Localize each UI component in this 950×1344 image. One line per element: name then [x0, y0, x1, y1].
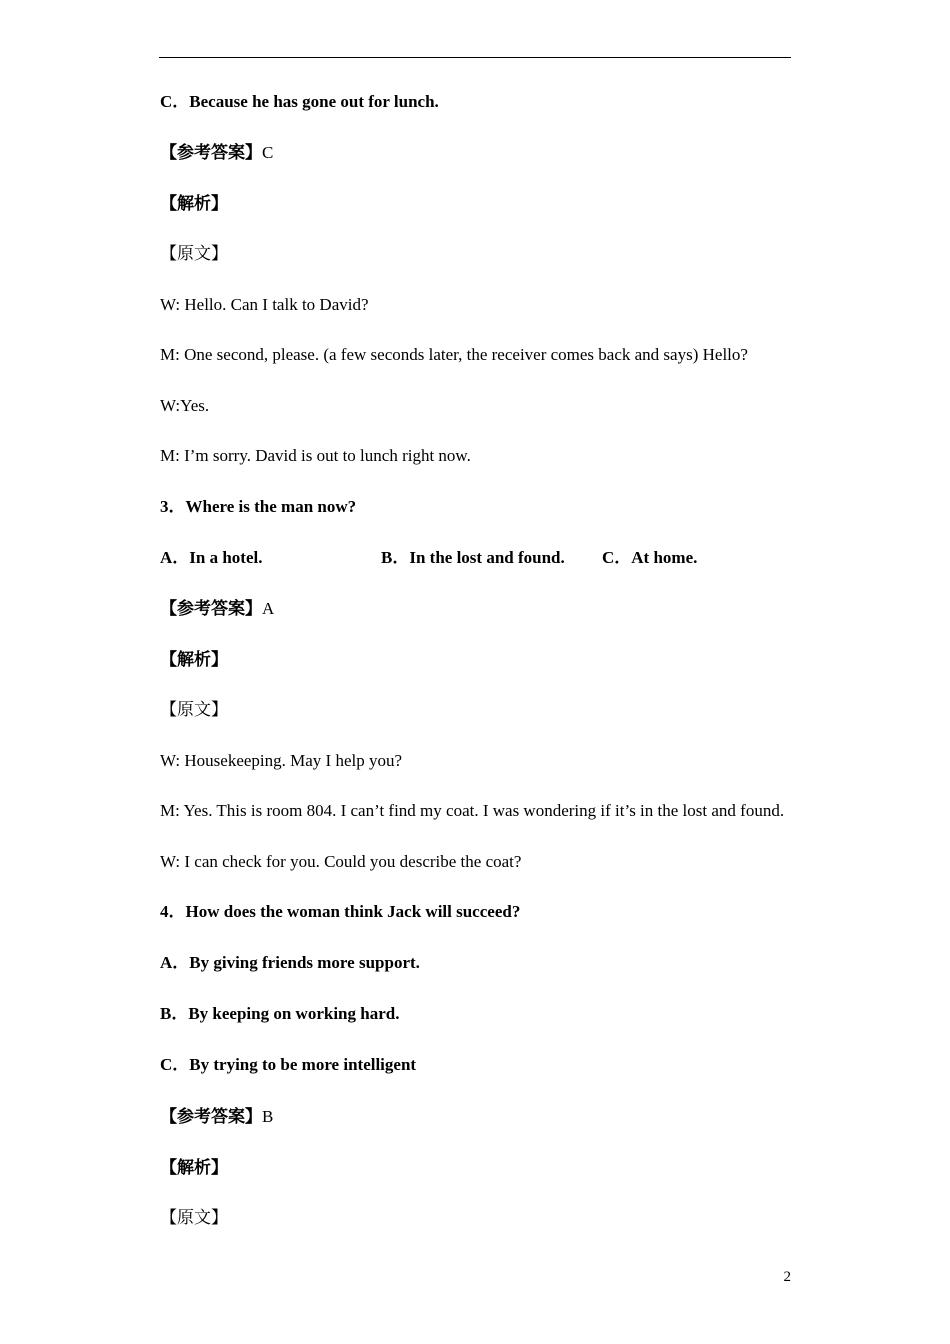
answer-label: 【参考答案】 [160, 1107, 262, 1126]
answer-value: B [262, 1107, 274, 1126]
options-row-q3 [160, 548, 792, 568]
answer-line-q4 [160, 1107, 273, 1127]
analysis-label: 【解析】 [160, 1158, 228, 1177]
transcript-line: M: Yes. This is room 804. I can’t find my coat. I was wondering if it’s in the lost and found. [160, 801, 785, 820]
page-number: 2 [783, 1269, 791, 1285]
analysis-label: 【解析】 [160, 650, 228, 669]
option-a-q4: A．By giving friends more support. [160, 953, 420, 972]
answer-label: 【参考答案】 [160, 143, 262, 162]
option-b-q3: B．In the lost and found. [381, 548, 565, 567]
transcript-label: 【原文】 [160, 244, 228, 263]
answer-line-q3 [160, 599, 274, 619]
option-b-q4: B．By keeping on working hard. [160, 1004, 400, 1023]
transcript-label: 【原文】 [160, 700, 228, 719]
option-c-q2: C．Because he has gone out for lunch. [160, 92, 439, 111]
transcript-label: 【原文】 [160, 1208, 228, 1227]
transcript-line: W: I can check for you. Could you describe the coat? [160, 852, 522, 871]
transcript-line: W: Hello. Can I talk to David? [160, 295, 369, 314]
transcript-line: M: One second, please. (a few seconds later, the receiver comes back and says) Hello? [160, 345, 748, 364]
analysis-label: 【解析】 [160, 194, 228, 213]
question-4: 4．How does the woman think Jack will succeed? [160, 902, 521, 921]
transcript-line: W:Yes. [160, 396, 210, 415]
option-a-q3: A．In a hotel. [160, 548, 263, 567]
transcript-line: M: I’m sorry. David is out to lunch right now. [160, 446, 471, 465]
header-rule [159, 57, 791, 58]
answer-label: 【参考答案】 [160, 599, 262, 618]
answer-line-q2 [160, 143, 273, 163]
option-c-q3: C．At home. [602, 548, 698, 567]
option-c-q4: C．By trying to be more intelligent [160, 1055, 417, 1074]
answer-value: C [262, 143, 274, 162]
answer-value: A [262, 599, 275, 618]
question-3: 3．Where is the man now? [160, 497, 357, 516]
transcript-line: W: Housekeeping. May I help you? [160, 751, 403, 770]
